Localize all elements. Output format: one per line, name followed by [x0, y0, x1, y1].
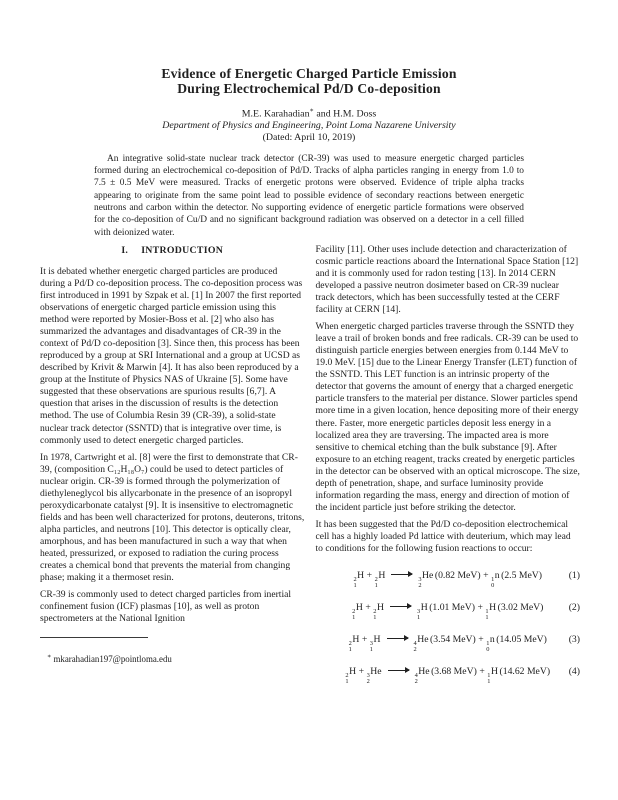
- nuclide: 2 1 H: [374, 570, 386, 590]
- affiliation: Department of Physics and Engineering, Point Loma Nazarene University: [162, 120, 456, 132]
- nuclide-prescripts: 3 2: [366, 671, 370, 686]
- energy-label: (2.5 MeV): [501, 570, 543, 582]
- nuclide-prescripts: 3 1: [369, 639, 373, 654]
- author-line: [0, 105, 618, 120]
- section-number: I.: [121, 244, 129, 256]
- author-2: H.M. Doss: [333, 108, 377, 120]
- nuclide-prescripts: 1 1: [485, 607, 489, 622]
- energy-label: (3.54 MeV): [430, 634, 476, 646]
- equation: [316, 600, 581, 622]
- nuclide: 2 1 H: [353, 570, 365, 590]
- paragraph: It has been suggested that the Pd/D co-deposition electrochemical cell has a highly loaded Pd lattice with deuterium, which may lead to conditions for the following fusion reactions to occur:: [315, 518, 571, 554]
- energy-label: (3.68 MeV): [431, 666, 477, 678]
- equation: [316, 664, 581, 686]
- nuclide: 1 1 H: [485, 602, 497, 622]
- author-footnote-marker: ∗: [309, 107, 314, 114]
- nuclide: 4 2 He: [414, 666, 430, 686]
- nuclide: 2 1 H: [352, 602, 363, 622]
- right-column: [316, 244, 581, 696]
- equation: [316, 568, 581, 590]
- equation-number: (2): [568, 602, 580, 614]
- nuclide-prescripts: 2 1: [353, 575, 357, 590]
- nuclide-prescripts: 3 1: [417, 607, 421, 622]
- nuclide: 2 1 H: [345, 666, 357, 686]
- nuclide-prescripts: 2 1: [348, 639, 352, 654]
- author-1: M.E. Karahadian: [241, 108, 310, 120]
- right-arrow-icon: [388, 670, 409, 671]
- nuclide: 1 0 n: [491, 570, 500, 590]
- nuclide: 3 2 He: [366, 666, 382, 686]
- paragraph: It is debated whether energetic charged particles are produced during a Pd/D co-deposition process. The co-deposition process was first introduced in 1991 by Szpak et al. [1] In 2007 the first reported observations of energetic charged particle emission using this method were reported by Mosier-Boss et al. [2] who also has summarized the advantages and disadvantages of CR-39 in the context of Pd/D co-deposition [3]. Since then, this process has been reproduced by a group at SRI International and a group at UCSD as described by Krivit & Marwin [4]. It has also been reproduced by a group at the Institute of Physics NAS of Ukraine [5]. Some have suggested that these observations are spurious results [6,7]. A question that arises in the discussion of results is the detection method. The use of Columbia Resin 39 (CR-39), a solid-state nuclear track detector (SSNTD) that is integrative over time, is commonly used to detect energetic charged particles.: [40, 265, 303, 446]
- nuclide: 1 1 H: [487, 666, 498, 686]
- equation-body: 2 1 H + 2 1 H 3 1 H (1.01 MeV) + 1 1 H (3.02 MeV): [352, 602, 544, 622]
- footnote-email: [40, 651, 305, 665]
- paragraph: Facility [11]. Other uses include detection and characterization of cosmic particle reactions aboard the International Space Station [12] and it is commonly used for radon testing [13]. In 2014 CERN developed a passive neutron dosimeter based on CR-39 nuclear track detectors, which has been successfully tested at the CERF facility at CERN [14].: [315, 243, 579, 316]
- author-connector: and: [313, 108, 334, 120]
- paragraph: CR-39 is commonly used to detect charged particles from inertial confinement fusion (ICF) plasmas [10], as well as proton spectrometers at the National Ignition: [40, 589, 292, 625]
- right-arrow-icon: [390, 606, 411, 607]
- paragraph: When energetic charged particles traverse through the SSNTD they leave a trail of broken bonds and free radicals. CR-39 can be used to distinguish particle energies between energies from 0.144 MeV to 19.0 MeV. [15] due to the Linear Energy Transfer (LET) function of the SSNTD. This LET function is an intrinsic property of the detector that governs the amount of energy that a charged energetic particle transfers to the material per distance. Slower particles spend more time in a given location, hence depositing more of their energy there. Faster, more energetic particles deposit less energy in a localized area they are traversing. The impacted area is more sensitive to chemical etching than the bulk substance [9]. After exposure to an etching reagent, tracks created by energetic particles in the detector can be observed with an optical microscope. The size, depth of penetration, shape, and surface luminosity provide information regarding the mass, energy and direction of motion of the incident particle just before striking the detector.: [315, 321, 580, 513]
- energy-label: (14.05 MeV): [496, 634, 547, 646]
- nuclide-prescripts: 4 2: [414, 671, 418, 686]
- paper-title-line1: Evidence of Energetic Charged Particle Emission: [161, 66, 457, 81]
- section-title: INTRODUCTION: [141, 244, 224, 256]
- nuclide-prescripts: 2 1: [345, 671, 349, 686]
- nuclide: 3 2 He: [418, 570, 434, 590]
- nuclide-prescripts: 1 0: [491, 575, 495, 590]
- nuclide: 3 1 H: [369, 634, 381, 654]
- section-heading-introduction: [40, 245, 305, 257]
- title-block: [0, 0, 618, 239]
- two-column-body: [40, 244, 580, 696]
- nuclide: 2 1 H: [373, 602, 384, 622]
- nuclide-prescripts: 2 1: [373, 607, 377, 622]
- energy-label: (0.82 MeV): [434, 570, 481, 582]
- paper-title-line2: During Electrochemical Pd/D Co-deposition: [177, 81, 441, 96]
- equation: [316, 632, 581, 654]
- equations-block: [316, 568, 581, 686]
- energy-label: (14.62 MeV): [499, 666, 551, 678]
- dated-line: (Dated: April 10, 2019): [262, 131, 356, 143]
- footnote-block: [40, 637, 305, 665]
- nuclide: 3 1 H: [417, 602, 428, 622]
- right-arrow-icon: [387, 638, 408, 639]
- nuclide: 4 2 He: [413, 634, 429, 654]
- nuclide-prescripts: 2 1: [352, 607, 356, 622]
- right-arrow-icon: [391, 574, 412, 575]
- nuclide-prescripts: 3 2: [418, 575, 422, 590]
- footnote-divider: [40, 637, 148, 638]
- equation-number: (3): [568, 634, 580, 646]
- footnote-email-text: mkarahadian197@pointloma.edu: [53, 654, 172, 665]
- equation-body: 2 1 H + 3 1 H 4 2 He (3.54 MeV) + 1 0 n (14.05 MeV): [348, 634, 547, 654]
- footnote-marker: ∗: [47, 653, 52, 661]
- paragraph: In 1978, Cartwright et al. [8] were the first to demonstrate that CR-39, (composition C₁₂H₁₈O₇) could be used to detect particles of nuclear origin. CR-39 is formed through the polymerization of diethyleneglycol bis allycarbonate in the presence of an isopropyl peroxydicarbonate catalyst [9]. It is insensitive to electromagnetic fields and has been well characterized for protons, deuterons, tritons, alpha particles, and neutrons [10]. This detector is optically clear, amorphous, and has been manufactured in such a way that when heated, pressurized, or exposed to radiation the curing process creates a chemical bond that prevents the material from changing phase; making it a thermoset resin.: [40, 451, 305, 584]
- nuclide: 2 1 H: [348, 634, 360, 654]
- abstract: An integrative solid-state nuclear track detector (CR-39) was used to measure energetic charged particles formed during an electrochemical co-deposition of Pd/D. Tracks of alpha particles ranging in energy from 1.0 to 7.5 ± 0.5 MeV were measured. Tracks of energetic protons were observed. Evidence of triple alpha tracks appearing to originate from the same point lead to possible evidence of secondary reactions between energetic neutrons and carbon within the detector. No supporting evidence of energetic particle formations were observed for the co-deposition of Cu/D and no significant background radiation was observed on a detector in a cell filled with deionized water.: [94, 153, 524, 238]
- equation-number: (1): [568, 570, 580, 582]
- left-column: [40, 244, 305, 696]
- nuclide: 1 0 n: [486, 634, 495, 654]
- equation-body: 2 1 H + 3 2 He 4 2 He (3.68 MeV) + 1 1 H (14.62 MeV): [345, 666, 551, 686]
- nuclide-prescripts: 1 0: [486, 639, 490, 654]
- nuclide-prescripts: 4 2: [413, 639, 417, 654]
- nuclide-prescripts: 1 1: [487, 671, 491, 686]
- equation-number: (4): [568, 666, 580, 678]
- energy-label: (1.01 MeV): [429, 602, 475, 614]
- nuclide-prescripts: 2 1: [374, 575, 378, 590]
- energy-label: (3.02 MeV): [497, 602, 544, 614]
- equation-body: 2 1 H + 2 1 H 3 2 He (0.82 MeV) + 1 0 n (2.5 MeV): [353, 570, 543, 590]
